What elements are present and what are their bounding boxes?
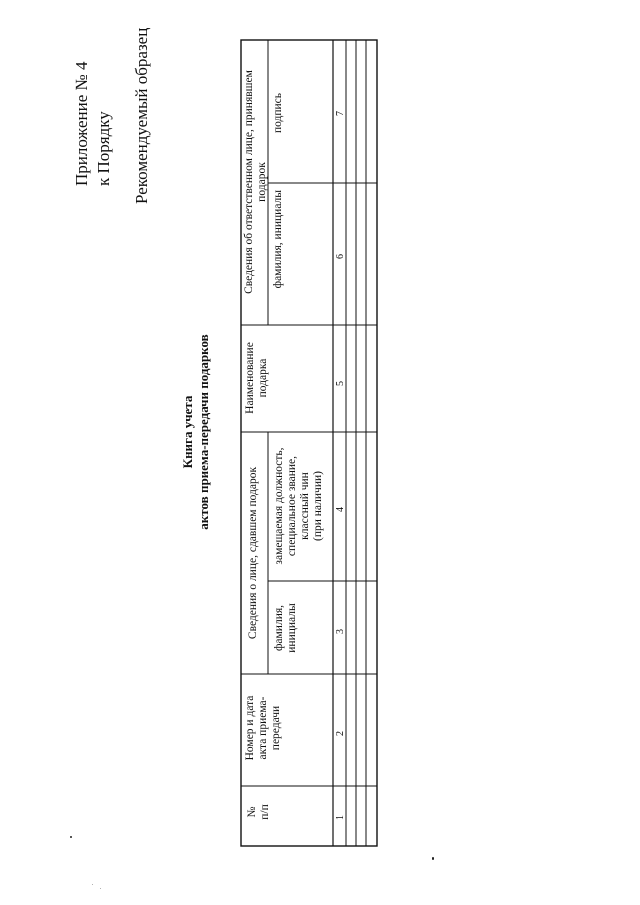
header-gift-name [244,328,270,428]
header-text: замещаемая должность, [273,447,285,565]
header-item-number [246,790,272,834]
header-text: (при наличии) [312,471,324,541]
column-number-1: 1 [335,815,346,820]
column-number-5: 5 [335,381,346,386]
header-text: передачи [270,705,282,751]
header-text: № [246,806,258,818]
header-receiver-name [272,190,285,320]
column-number-2: 2 [335,731,346,736]
column-number-4: 4 [335,507,346,512]
scan-speck [70,836,72,838]
header-text: Сведения об ответственном лице, принявшем [243,70,255,294]
header-text: Наименование [244,342,256,414]
scan-speck [432,857,434,860]
header-text: подарка [257,358,269,398]
header-text: инициалы [286,603,298,653]
scan-speck [100,888,101,889]
column-number-6: 6 [335,254,346,259]
header-act-number-date [244,678,283,778]
header-text: акта приема- [257,696,269,760]
header-text: специальное звание, [286,455,298,557]
header-text: подпись [272,92,284,134]
sample-label: Рекомендуемый образец [132,27,151,204]
header-text: классный чин [299,472,311,540]
header-receiver-signature [272,46,285,180]
header-giver-name [273,584,299,672]
header-receiver-group [243,44,269,320]
title-line-2: актов приема-передачи подарков [196,334,211,530]
appendix-line-2: к Порядку [94,111,113,186]
header-text: подарок [256,162,268,202]
header-giver-position [273,434,325,578]
title-line-1: Книга учета [180,395,195,469]
header-text: фамилия, инициалы [272,190,284,289]
header-text: фамилия, [273,604,285,652]
appendix-line-1: Приложение № 4 [72,61,91,186]
scan-speck [92,884,93,885]
header-giver-group [247,436,260,670]
header-text: п/п [259,804,271,820]
column-number-3: 3 [335,629,346,634]
column-number-7: 7 [335,111,346,116]
header-text: Номер и дата [244,695,256,761]
header-text: Сведения о лице, сдавшем подарок [247,466,259,640]
